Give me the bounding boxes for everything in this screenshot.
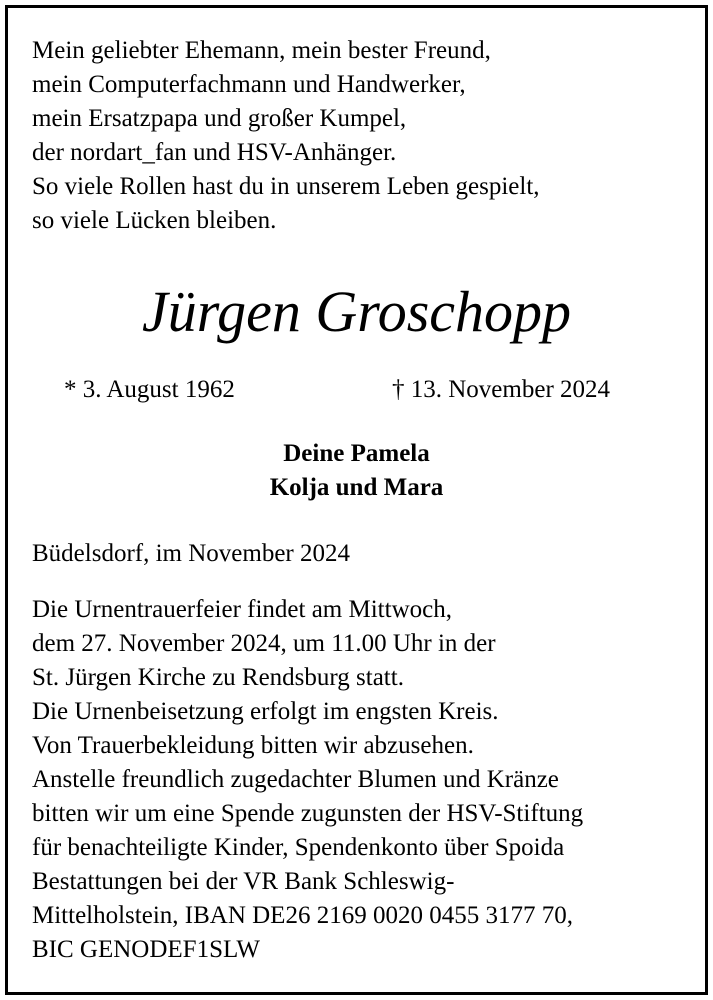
signer-line: Deine Pamela <box>283 440 430 467</box>
details-line: Die Urnentrauerfeier findet am Mittwoch, <box>32 596 452 623</box>
intro-line: So viele Rollen hast du in unserem Leben gespielt, <box>32 173 540 200</box>
details-line: Die Urnenbeisetzung erfolgt im engsten Kreis. <box>32 698 499 725</box>
intro-line: so viele Lücken bleiben. <box>32 207 277 234</box>
intro-line: mein Computerfachmann und Handwerker, <box>32 71 466 98</box>
intro-line: Mein geliebter Ehemann, mein bester Freund, <box>32 37 491 64</box>
details-line: bitten wir um eine Spende zugunsten der HSV-Stiftung <box>32 800 584 827</box>
signer-line: Kolja und Mara <box>269 474 444 501</box>
intro-line: der nordart_fan und HSV-Anhänger. <box>32 139 397 166</box>
intro-text <box>32 34 540 238</box>
intro-line: mein Ersatzpapa und großer Kumpel, <box>32 105 407 132</box>
details-line: Anstelle freundlich zugedachter Blumen und Kränze <box>32 766 559 793</box>
details-line: für benachteiligte Kinder, Spendenkonto über Spoida <box>32 834 565 861</box>
details-line: Mittelholstein, IBAN DE26 2169 0020 0455 3177 70, <box>32 902 573 929</box>
signers <box>0 437 713 505</box>
ceremony-details <box>32 593 583 967</box>
details-line: Von Trauerbekleidung bitten wir abzusehen. <box>32 732 474 759</box>
details-line: dem 27. November 2024, um 11.00 Uhr in der <box>32 630 496 657</box>
birth-date: * 3. August 1962 <box>64 376 235 403</box>
death-date: † 13. November 2024 <box>392 376 611 403</box>
deceased-name: Jürgen Groschopp <box>141 279 572 344</box>
details-line: St. Jürgen Kirche zu Rendsburg statt. <box>32 664 404 691</box>
details-line: BIC GENODEF1SLW <box>32 936 261 963</box>
place-date: Büdelsdorf, im November 2024 <box>32 540 351 567</box>
details-line: Bestattungen bei der VR Bank Schleswig- <box>32 868 455 895</box>
